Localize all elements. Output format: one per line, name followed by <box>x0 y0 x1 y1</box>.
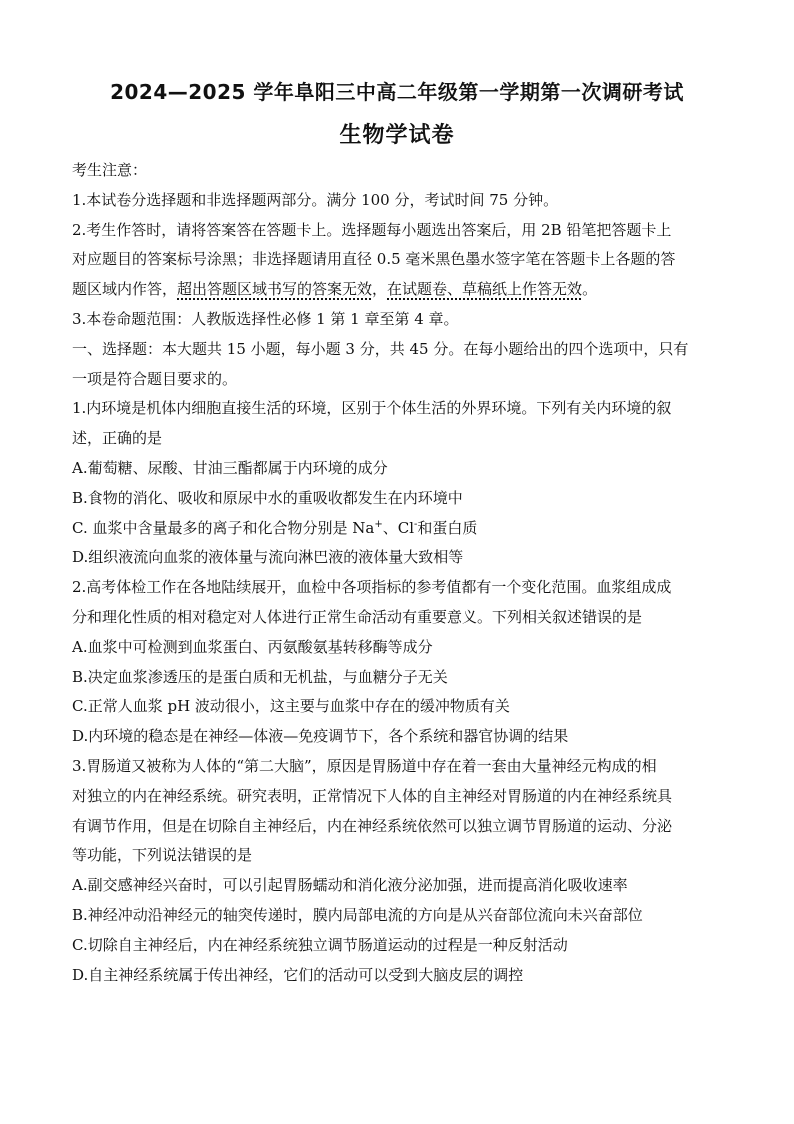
q3-option-a: A.副交感神经兴奋时，可以引起胃肠蠕动和消化液分泌加强，进而提高消化吸收速率 <box>72 876 628 895</box>
q2-option-d: D.内环境的稳态是在神经—体液—免疫调节下，各个系统和器官协调的结果 <box>72 727 569 746</box>
q1-stem-line-2: 述，正确的是 <box>72 429 163 448</box>
notice-text: ， <box>372 280 388 299</box>
q3-stem-line-2: 对独立的内在神经系统。研究表明，正常情况下人体的自主神经对胃肠道的内在神经系统具 <box>72 786 673 805</box>
q1-stem-line-1: 1.内环境是机体内细胞直接生活的环境，区别于个体生活的外界环境。下列有关内环境的叙 <box>72 399 672 418</box>
q2-option-c: C.正常人血浆 pH 波动很小，这主要与血浆中存在的缓冲物质有关 <box>72 697 510 716</box>
exam-title: 2024—2025 学年阜阳三中高二年级第一学期第一次调研考试 <box>110 80 684 104</box>
exam-content <box>72 156 724 990</box>
q3-stem-line-1: 3.胃肠道又被称为人体的“第二大脑”，原因是胃肠道中存在着一套由大量神经元构成的相 <box>72 756 657 775</box>
notice-item-2-line-1: 2.考生作答时，请将答案答在答题卡上。选择题每小题选出答案后，用 2B 铅笔把答题卡上 <box>72 220 672 239</box>
q1-option-a: A.葡萄糖、尿酸、甘油三酯都属于内环境的成分 <box>72 458 388 477</box>
notice-item-1: 1.本试卷分选择题和非选择题两部分。满分 100 分，考试时间 75 分钟。 <box>72 190 559 209</box>
q1-option-c <box>72 514 724 544</box>
superscript: - <box>414 518 418 530</box>
notice-item-3: 3.本卷命题范围：人教版选择性必修 1 第 1 章至第 4 章。 <box>72 309 459 328</box>
notice-text: 。 <box>582 280 598 299</box>
option-text: C. 血浆中含量最多的离子和化合物分别是 Na <box>72 518 375 537</box>
option-text: 、Cl <box>382 518 414 537</box>
emphasis-text: 超出答题区域书写的答案无效 <box>177 280 373 299</box>
q2-option-a: A.血浆中可检测到血浆蛋白、丙氨酸氨基转移酶等成分 <box>72 637 433 656</box>
q3-option-c: C.切除自主神经后，内在神经系统独立调节肠道运动的过程是一种反射活动 <box>72 935 568 954</box>
section-1-instructions-line-2: 一项是符合题目要求的。 <box>72 369 238 388</box>
q2-option-b: B.决定血浆渗透压的是蛋白质和无机盐，与血糖分子无关 <box>72 667 448 686</box>
section-1-instructions-line-1: 一、选择题：本大题共 15 小题，每小题 3 分，共 45 分。在每小题给出的四个选项中，只有 <box>72 339 689 358</box>
q2-stem-line-1: 2.高考体检工作在各地陆续展开，血检中各项指标的参考值都有一个变化范围。血浆组成成 <box>72 578 672 597</box>
q2-stem-line-2: 分和理化性质的相对稳定对人体进行正常生命活动有重要意义。下列相关叙述错误的是 <box>72 607 643 626</box>
notice-text: 题区域内作答， <box>72 280 178 299</box>
q1-option-b: B.食物的消化、吸收和原尿中水的重吸收都发生在内环境中 <box>72 488 463 507</box>
exam-subtitle: 生物学试卷 <box>339 123 455 148</box>
q3-option-d: D.自主神经系统属于传出神经，它们的活动可以受到大脑皮层的调控 <box>72 965 524 984</box>
notice-item-2-line-2: 对应题目的答案标号涂黑；非选择题请用直径 0.5 毫米黑色墨水签字笔在答题卡上各题的答 <box>72 250 676 269</box>
q3-stem-line-4: 等功能，下列说法错误的是 <box>72 846 253 865</box>
q3-option-b: B.神经冲动沿神经元的轴突传递时，膜内局部电流的方向是从兴奋部位流向未兴奋部位 <box>72 905 643 924</box>
q3-stem-line-3: 有调节作用，但是在切除自主神经后，内在神经系统依然可以独立调节胃肠道的运动、分泌 <box>72 816 673 835</box>
q1-option-d: D.组织液流向血浆的液体量与流向淋巴液的液体量大致相等 <box>72 548 464 567</box>
emphasis-text: 在试题卷、草稿纸上作答无效 <box>387 280 583 299</box>
notice-item-2-line-3 <box>72 275 724 305</box>
option-text: 和蛋白质 <box>417 518 478 537</box>
notice-heading: 考生注意： <box>72 161 148 179</box>
superscript: + <box>374 518 383 530</box>
